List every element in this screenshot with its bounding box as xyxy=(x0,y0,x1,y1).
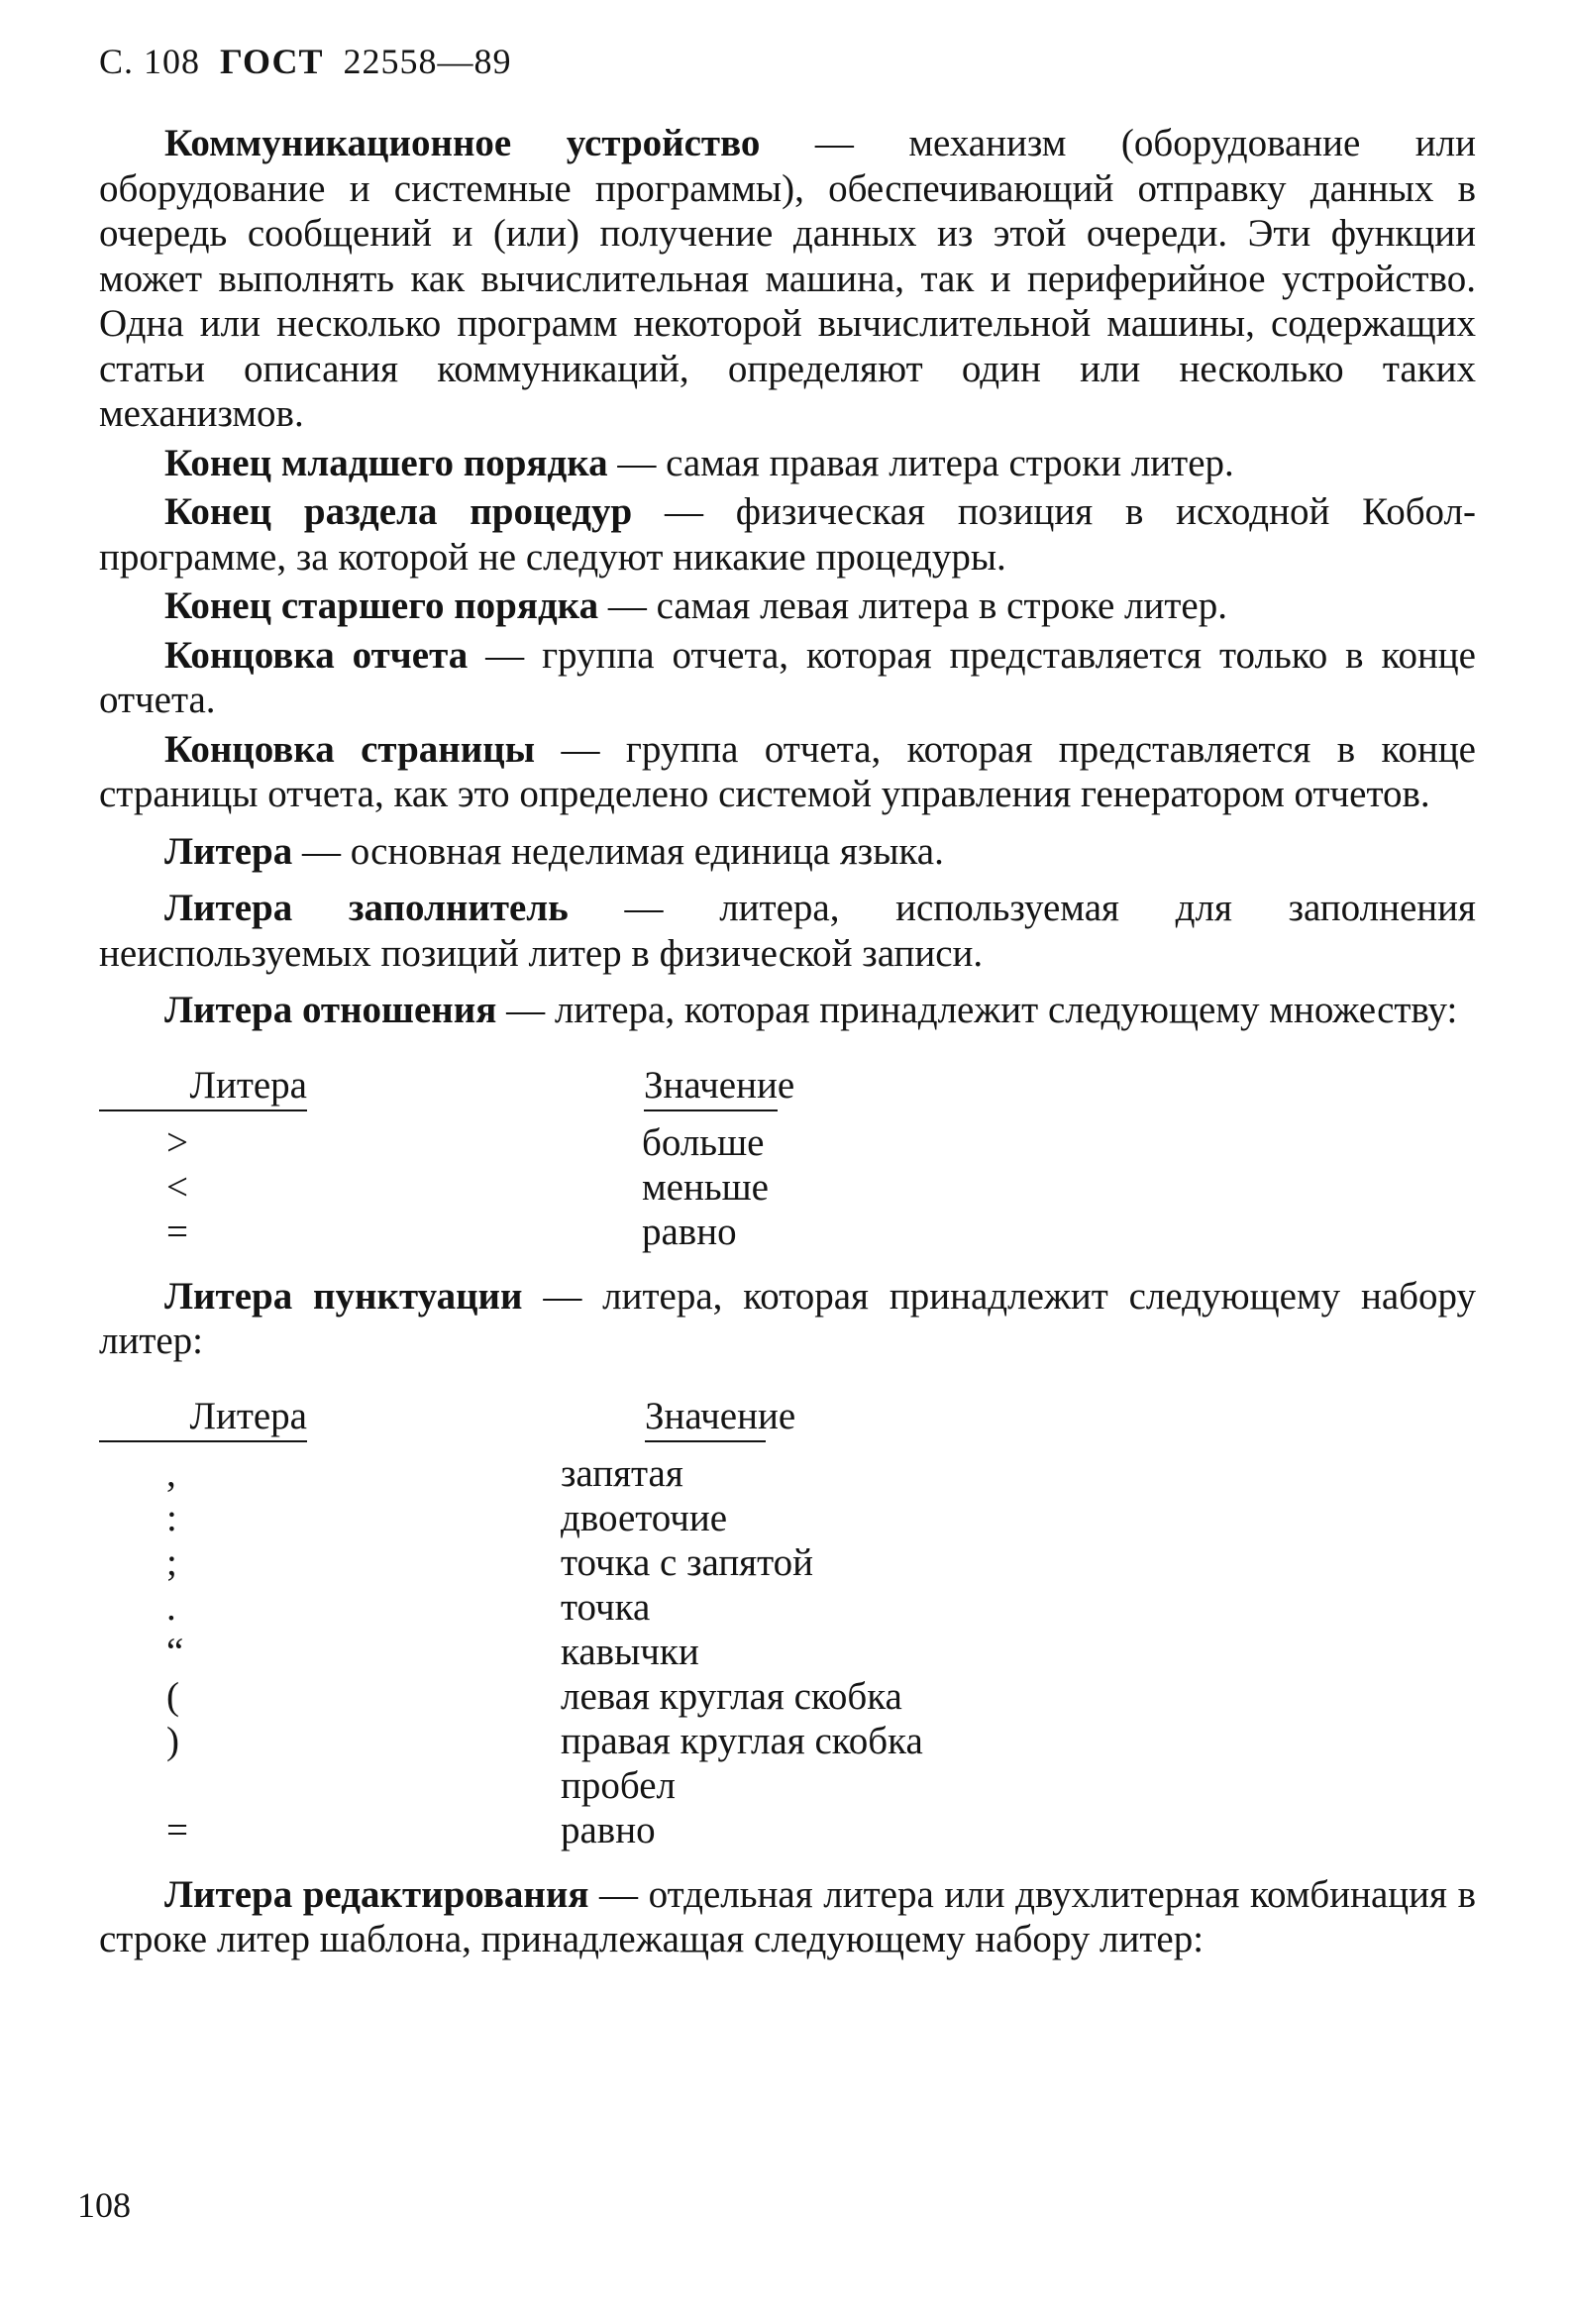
symbol-cell: ; xyxy=(166,1540,177,1584)
meaning-cell: больше xyxy=(642,1120,765,1164)
meaning-cell: меньше xyxy=(642,1165,769,1209)
meaning-cell: левая круглая скобка xyxy=(561,1674,902,1718)
definition-text: — литера, которая принадлежит следующему множеству: xyxy=(496,989,1458,1031)
definition-term: Литера отношения xyxy=(164,989,497,1031)
definition-text: — литера, которая принадлежит следующему набору литер: xyxy=(99,1274,1476,1362)
table-header xyxy=(99,1063,1476,1120)
definition-paragraph xyxy=(99,1872,1476,1962)
definition-paragraph xyxy=(99,633,1476,723)
table-row xyxy=(99,1674,1476,1719)
table-row xyxy=(99,1763,1476,1808)
table-header xyxy=(99,1394,1476,1451)
table-row xyxy=(99,1585,1476,1630)
meaning-cell: точка xyxy=(561,1585,651,1629)
symbol-cell: = xyxy=(166,1808,188,1851)
table-row xyxy=(99,1165,1476,1210)
symbol-cell: ) xyxy=(166,1719,179,1762)
column-header-symbol: Литера xyxy=(99,1394,307,1442)
table-row xyxy=(99,1808,1476,1852)
table-row xyxy=(99,1630,1476,1674)
table-row xyxy=(99,1719,1476,1763)
symbol-cell: ( xyxy=(166,1674,179,1718)
definition-paragraph xyxy=(99,121,1476,437)
definition-term: Литера заполнитель xyxy=(164,887,569,929)
symbol-cell: = xyxy=(166,1210,188,1253)
meaning-cell: кавычки xyxy=(561,1630,699,1673)
relation-table xyxy=(99,1063,1476,1254)
symbol-cell: > xyxy=(166,1120,188,1164)
symbol-cell: : xyxy=(166,1496,177,1539)
document-page xyxy=(99,40,1476,1966)
symbol-cell: “ xyxy=(166,1630,184,1673)
definition-text: — основная неделимая единица языка. xyxy=(292,829,944,873)
page-label: С. 108 xyxy=(99,42,201,81)
definition-term: Конец раздела процедур xyxy=(164,490,633,533)
column-header-meaning: Значение xyxy=(645,1394,766,1442)
definition-text: — группа отчета, которая представляется в конце страницы отчета, как это определено системой управления генератором отчетов. xyxy=(99,727,1476,815)
definition-text: — физическая позиция в исходной Кобол-программе, за которой не следуют никакие процедуры. xyxy=(99,490,1476,579)
definition-text: — механизм (оборудование или оборудование и системные программы), обеспечивающий отправку данных в очередь сообщений и (или) получение данных из этой очереди. Эти функции может выполнять как вычислительная машина, так и периферийное устройство. Одна или несколько программ некоторой вычислительной машины, содержащих статьи описания коммуникаций, определяют один или несколько таких механизмов. xyxy=(99,122,1477,435)
definition-paragraph xyxy=(99,886,1476,976)
definition-text: — группа отчета, которая представляется только в конце отчета. xyxy=(99,633,1476,721)
page-header xyxy=(99,40,1476,83)
definition-paragraph xyxy=(99,727,1476,817)
punctuation-table xyxy=(99,1394,1476,1852)
standard-name: ГОСТ xyxy=(220,42,324,81)
definition-paragraph xyxy=(99,489,1476,580)
definition-term: Конец младшего порядка xyxy=(164,441,608,484)
standard-number: 22558—89 xyxy=(343,42,512,81)
definition-text: — самая правая литера строки литер. xyxy=(607,441,1234,484)
definition-term: Литера редактирования xyxy=(164,1872,589,1916)
meaning-cell: равно xyxy=(561,1808,656,1851)
definition-text: — отдельная литера или двухлитерная комбинация в строке литер шаблона, принадлежащая следующему набору литер: xyxy=(99,1872,1476,1960)
table-row xyxy=(99,1540,1476,1585)
meaning-cell: запятая xyxy=(561,1451,683,1495)
definition-text: — самая левая литера в строке литер. xyxy=(598,584,1227,627)
symbol-cell: , xyxy=(166,1451,176,1495)
column-header-symbol: Литера xyxy=(99,1063,307,1111)
definition-paragraph xyxy=(99,583,1476,629)
table-row xyxy=(99,1496,1476,1540)
definition-paragraph xyxy=(99,988,1476,1033)
meaning-cell: пробел xyxy=(561,1763,676,1807)
table-row xyxy=(99,1210,1476,1254)
definition-term: Литера xyxy=(164,829,293,873)
definition-term: Коммуникационное устройство xyxy=(164,122,761,164)
table-row xyxy=(99,1451,1476,1496)
symbol-cell: . xyxy=(166,1585,176,1629)
meaning-cell: равно xyxy=(642,1210,737,1253)
definition-paragraph xyxy=(99,441,1476,486)
definition-term: Литера пунктуации xyxy=(164,1274,523,1318)
column-header-meaning: Значение xyxy=(644,1063,778,1111)
definition-paragraph xyxy=(99,829,1476,875)
definition-term: Конец старшего порядка xyxy=(164,584,599,627)
definition-text: — литера, используемая для заполнения неиспользуемых позиций литер в физической записи. xyxy=(99,887,1476,975)
definition-term: Концовка отчета xyxy=(164,633,469,677)
symbol-cell: < xyxy=(166,1165,188,1209)
page-number: 108 xyxy=(77,2185,131,2225)
definitions-top xyxy=(99,121,1476,1033)
definition-paragraph xyxy=(99,1274,1476,1364)
definition-term: Концовка страницы xyxy=(164,727,536,771)
meaning-cell: двоеточие xyxy=(561,1496,728,1539)
meaning-cell: точка с запятой xyxy=(561,1540,814,1584)
table-row xyxy=(99,1120,1476,1165)
meaning-cell: правая круглая скобка xyxy=(561,1719,923,1762)
